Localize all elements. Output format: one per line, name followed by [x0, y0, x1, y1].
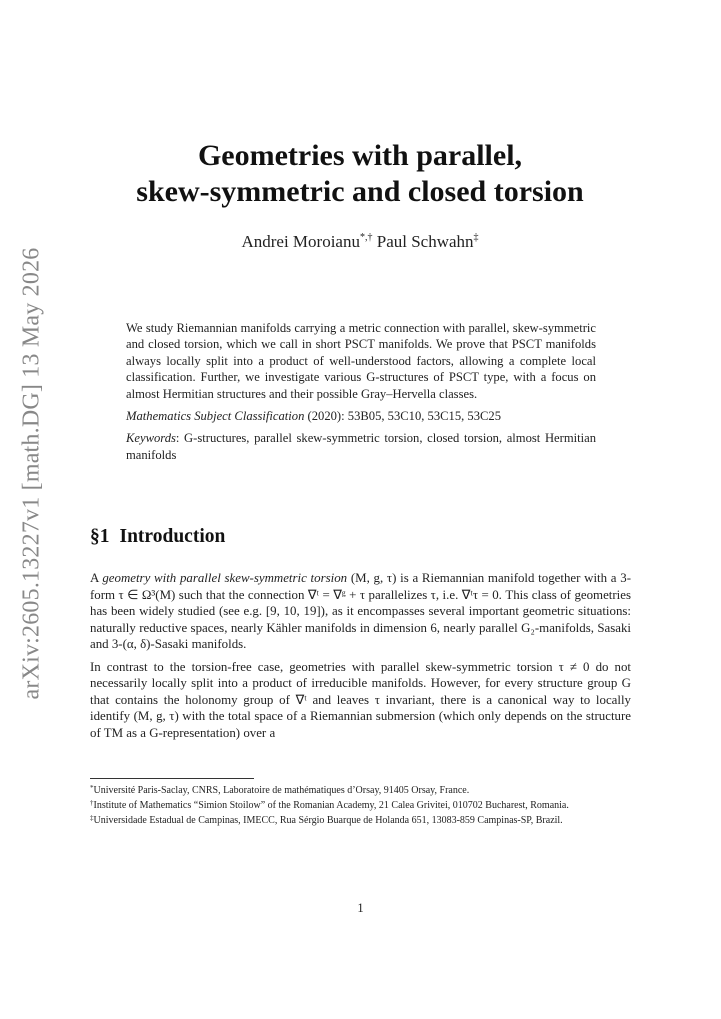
- title-line-2: skew-symmetric and closed torsion: [136, 175, 584, 208]
- msc-value: (2020): 53B05, 53C10, 53C15, 53C25: [304, 409, 502, 424]
- author-name: Andrei Moroianu: [241, 232, 360, 251]
- abstract: [126, 320, 596, 469]
- footnotes: [90, 782, 631, 827]
- author-affiliation-marks: ‡: [473, 232, 479, 243]
- author-affiliation-marks: *,†: [359, 232, 373, 243]
- footnote: [90, 782, 631, 797]
- footnote-separator: [90, 778, 254, 779]
- footnote-text: Universidade Estadual de Campinas, IMECC, Rua Sérgio Buarque de Holanda 651, 13083-859 Campinas-SP, Brazil.: [93, 815, 563, 826]
- footnote-text: Institute of Mathematics “Simion Stoilow” of the Romanian Academy, 21 Calea Grivitei, 010702 Bucharest, Romania.: [93, 800, 569, 811]
- paper-title: [60, 138, 660, 210]
- footnote-mark: *: [90, 784, 94, 792]
- abstract-text: We study Riemannian manifolds carrying a metric connection with parallel, skew-symmetric and closed torsion, which we call in short PSCT manifolds. We prove that PSCT manifolds always locally split into a product of well-understood factors, allowing a complete local classification. Further, we investigate various G-structures of PSCT type, with a focus on almost Hermitian structures and their possible Gray–Hervella classes.: [126, 321, 596, 401]
- title-line-1: Geometries with parallel,: [197, 139, 523, 172]
- defined-term: geometry with parallel skew-symmetric torsion: [102, 571, 348, 585]
- author-list: [60, 232, 660, 252]
- msc-label: Mathematics Subject Classification: [126, 409, 305, 424]
- arxiv-identifier-text: arXiv:2605.13227v1 [math.DG] 13 May 2026: [18, 247, 45, 699]
- footnote: [90, 797, 631, 812]
- paragraph: In contrast to the torsion-free case, geometries with parallel skew-symmetric torsion τ ≠ 0 do not necessarily locally split into a product of irreducible manifolds. However, for every structure group G that contains the holonomy group of ∇ᵗ and leaves τ invariant, there is a canonical way to locally identify (M, g, τ) with the total space of a Riemannian submersion (which only depends on the structure of TM as a G-representation) over a: [90, 659, 631, 740]
- keywords-label: Keywords: [126, 431, 176, 446]
- section-heading: [90, 526, 225, 548]
- msc-line: [126, 408, 596, 424]
- arxiv-identifier-stamp: [14, 247, 50, 699]
- section-number: §1: [90, 526, 110, 547]
- footnote-mark: †: [90, 799, 94, 807]
- keywords-value: : G-structures, parallel skew-symmetric torsion, closed torsion, almost Hermitian manifolds: [126, 431, 596, 462]
- section-body: [90, 570, 631, 747]
- footnote-text: Université Paris-Saclay, CNRS, Laboratoire de mathématiques d’Orsay, 91405 Orsay, France.: [93, 785, 470, 796]
- footnote: [90, 812, 631, 827]
- author-name: Paul Schwahn: [376, 232, 474, 251]
- paragraph-text: A: [90, 571, 103, 585]
- footnote-mark: ‡: [90, 814, 94, 822]
- page-number: 1: [357, 901, 364, 915]
- section-title: Introduction: [119, 526, 226, 547]
- keywords-line: [126, 430, 596, 463]
- paragraph: [90, 570, 631, 653]
- paragraph-text: (M, g, τ) is a Riemannian manifold together with a 3-form τ ∈ Ω³(M) such that the connection ∇ᵗ = ∇ᵍ + τ parallelizes τ, i.e. ∇ᵗτ = 0. This class of geometries has been widely studied (see e.g. [9, 10, 19]), as it encompasses several important geometric situations: naturally reductive spaces, nearly Kähler manifolds in dimension 6, nearly parallel G₂-manifolds, Sasaki and 3-(α, δ)-Sasaki manifolds.: [90, 571, 631, 651]
